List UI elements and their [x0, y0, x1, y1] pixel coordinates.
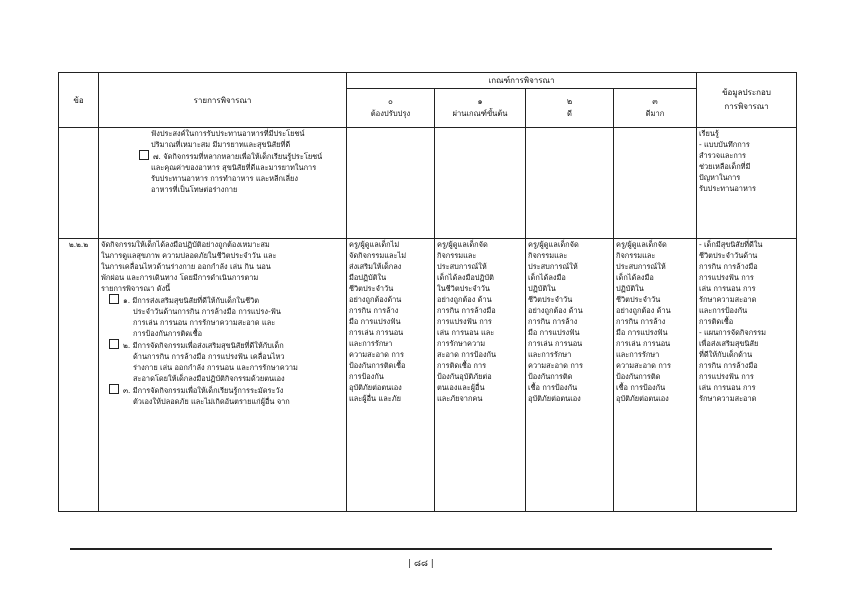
criteria-line: เชื้อ การป้องกัน [616, 383, 666, 392]
item-line: การเล่น การนอน การรักษาความสะอาด และ [133, 318, 276, 327]
criteria-line: ป้องกันการติดเชื้อ [349, 361, 406, 370]
item-line: ด้านการกิน การล้างมือ การแปรงฟัน เคลื่อนไหว [133, 352, 285, 361]
item-line: ประจำวันด้านการกิน การล้างมือ การแปรง-ฟัน [133, 307, 281, 316]
row1-level2-cell [526, 128, 614, 239]
criteria-line: ชีวิตประจำวัน [349, 284, 394, 293]
checklist-item [101, 384, 344, 396]
checkbox[interactable] [109, 339, 119, 349]
criteria-line: อย่างถูกต้อง ด้าน [616, 306, 671, 315]
info-line: การติดเชื้อ [699, 317, 734, 326]
item-line: ร่างกาย เล่น ออกกำลัง การนอน และการรักษาความ [133, 363, 298, 372]
row1-level1-cell [435, 128, 526, 239]
checklist-item [101, 339, 344, 351]
level-label: ดีมาก [645, 109, 665, 118]
level-number: ๒ [566, 97, 573, 106]
item-line: ในการเคลื่อนไหวด้านร่างกาย ออกกำลัง เล่น กิน นอน [101, 262, 271, 271]
level-3-header [614, 89, 697, 128]
criteria-line: การเล่น การนอน [349, 328, 404, 337]
item-line: จัดกิจกรรมให้เด็กได้ลงมือปฏิบัติอย่างถูกต้องเหมาะสม [101, 240, 270, 249]
info-line: เล่น การนอน การ [699, 383, 756, 392]
criteria-line: ครู/ผู้ดูแลเด็กจัด [437, 240, 488, 249]
criteria-line: อุบัติภัยต่อตนเอง [528, 394, 581, 403]
criteria-line: ปฏิบัติใน [616, 284, 644, 293]
level-number: ๓ [652, 97, 658, 106]
info-line: รับประทานอาหาร [699, 184, 756, 193]
criteria-line: ความสะอาด การ [528, 361, 583, 370]
item-line: ในการดูแลสุขภาพ ความปลอดภัยในชีวิตประจำวัน และ [101, 251, 277, 260]
criteria-line: เชื้อ การป้องกัน [528, 383, 578, 392]
criteria-line: ในชีวิตประจำวัน [437, 284, 490, 293]
criteria-line: การกิน การล้างมือ [437, 306, 496, 315]
criteria-line: การกิน การล้าง [616, 317, 666, 326]
criteria-line: ประสบการณ์ให้ [528, 262, 578, 271]
criteria-line: และการรักษา [528, 350, 572, 359]
criteria-table [58, 72, 797, 512]
item-line: ๓. มีการจัดกิจกรรมเพื่อให้เด็กเรียนรู้การระมัดระวัง [123, 386, 284, 395]
info-line: การแปรงฟัน การ [699, 372, 754, 381]
criteria-line: ครู/ผู้ดูแลเด็กจัด [528, 240, 579, 249]
header-info-line: การพิจารณา [724, 102, 769, 111]
criteria-line: ป้องกันอุบัติภัยต่อ [437, 372, 492, 381]
criteria-line: ป้องกันการติด [528, 372, 573, 381]
item-line: และคุณค่าของอาหาร สุขนิสัยที่ดีและมารยาทในการ [151, 163, 317, 172]
info-line: สำรวจและการ [699, 151, 746, 160]
criteria-line: กิจกรรมและ [437, 251, 477, 260]
level-number: ๑ [477, 97, 483, 106]
criteria-line: กิจกรรมและ [528, 251, 568, 260]
criteria-line: เด็กได้ลงมือปฏิบัติ [437, 273, 494, 282]
info-line: การกิน การล้างมือ [699, 262, 758, 271]
criteria-line: มือ การแปรงฟัน [349, 317, 401, 326]
criteria-line: ประสบการณ์ให้ [437, 262, 487, 271]
criteria-line: สะอาด การป้องกัน [437, 350, 497, 359]
level-2-header [526, 89, 614, 128]
row1-no-cell [59, 128, 99, 239]
criteria-line: จัดกิจกรรมและไม่ [349, 251, 407, 260]
criteria-line: ครู/ผู้ดูแลเด็กจัด [616, 240, 667, 249]
info-line: เพื่อส่งเสริมสุขนิสัย [699, 339, 759, 348]
criteria-line: การเล่น การนอน [616, 339, 671, 348]
row2-item-cell [99, 239, 347, 512]
criteria-line: การแปรงฟัน การ [437, 317, 492, 326]
info-line: และการป้องกัน [699, 306, 748, 315]
level-1-header [435, 89, 526, 128]
criteria-line: มือ การแปรงฟัน [528, 328, 580, 337]
item-line: ปริมาณที่เหมาะสม มีมารยาทและสุขนิสัยที่ดี [151, 140, 291, 149]
criteria-line: การป้องกัน [349, 372, 384, 381]
info-line: - เด็กมีสุขนิสัยที่ดีใน [699, 240, 763, 249]
criteria-line: ชีวิตประจำวัน [616, 295, 661, 304]
level-number: ๐ [388, 97, 393, 106]
table-row [59, 239, 797, 512]
row2-info-cell [697, 239, 797, 512]
criteria-line: ความสะอาด การ [349, 350, 404, 359]
header-item: รายการพิจารณา [99, 73, 347, 128]
checklist-item [101, 150, 344, 162]
row1-item-cell [99, 128, 347, 239]
info-line: รักษาความสะอาด [699, 394, 757, 403]
checkbox[interactable] [109, 294, 119, 304]
header-info-line: ข้อมูลประกอบ [722, 88, 771, 97]
item-line: ๗. จัดกิจกรรมที่หลากหลายเพื่อให้เด็กเรียนรู้ประโยชน์ [153, 152, 323, 161]
info-line: ช่วยเหลือเด็กที่มี [699, 162, 751, 171]
table-row [59, 128, 797, 239]
criteria-line: เด็กได้ลงมือ [616, 273, 654, 282]
item-line: การป้องกันการติดเชื้อ [133, 329, 203, 338]
row1-level3-cell [614, 128, 697, 239]
info-line: การแปรงฟัน การ [699, 273, 754, 282]
criteria-line: การกิน การล้าง [528, 317, 578, 326]
criteria-table-sheet [58, 72, 796, 510]
item-line: ตัวเองให้ปลอดภัย และไม่เกิดอันตรายแก่ผู้อื่น จาก [133, 397, 290, 406]
level-label: ผ่านเกณฑ์ขั้นต้น [452, 109, 508, 118]
criteria-line: และการรักษา [616, 350, 660, 359]
row2-level1-cell [435, 239, 526, 512]
info-line: การกิน การล้างมือ [699, 361, 758, 370]
info-line: ปัญหาในการ [699, 173, 741, 182]
row2-level2-cell [526, 239, 614, 512]
criteria-line: อย่างถูกต้องด้าน [349, 295, 402, 304]
criteria-line: อย่างถูกต้อง ด้าน [528, 306, 583, 315]
info-line: ชีวิตประจำวันด้าน [699, 251, 758, 260]
criteria-line: ป้องกันการติด [616, 372, 661, 381]
item-line: อาหารที่เป็นโทษต่อร่างกาย [151, 185, 238, 194]
criteria-line: อุบัติภัยต่อตนเอง [349, 383, 402, 392]
criteria-line: ครู/ผู้ดูแลเด็กไม่ [349, 240, 400, 249]
item-line: รับประทานอาหาร การทำอาหาร และหลีกเลี่ยง [151, 174, 298, 183]
criteria-line: ตนเองและผู้อื่น [437, 383, 485, 392]
criteria-line: มือ การแปรงฟัน [616, 328, 668, 337]
criteria-line: กิจกรรมและ [616, 251, 656, 260]
info-line: เล่น การนอน การ [699, 284, 756, 293]
level-label: ดี [567, 109, 572, 118]
level-0-header [347, 89, 435, 128]
row2-level0-cell [347, 239, 435, 512]
info-line: เรียนรู้ [699, 129, 719, 138]
item-line: ฟังประสงค์ในการรับประทานอาหารที่มีประโยชน์ [151, 129, 305, 138]
criteria-line: ปฏิบัติใน [528, 284, 556, 293]
criteria-line: ประสบการณ์ให้ [616, 262, 666, 271]
item-line: รายการพิจารณา ดังนี้ [101, 284, 171, 293]
criteria-line: และผู้อื่น และภัย [349, 394, 401, 403]
criteria-line: เด็กได้ลงมือ [528, 273, 566, 282]
header-no: ข้อ [59, 73, 99, 128]
criteria-line: ความสะอาด การ [616, 361, 671, 370]
criteria-line: และภัยจากคน [437, 394, 483, 403]
header-criteria: เกณฑ์การพิจารณา [347, 73, 697, 89]
row1-info-cell [697, 128, 797, 239]
criteria-line: อย่างถูกต้อง ด้าน [437, 295, 492, 304]
page-number: | ๘๘ | [408, 559, 434, 569]
row1-level0-cell [347, 128, 435, 239]
criteria-line: เล่น การนอน และ [437, 328, 495, 337]
criteria-line: การเล่น การนอน [528, 339, 583, 348]
checkbox[interactable] [109, 384, 119, 394]
criteria-line: ส่งเสริมให้เด็กลง [349, 262, 402, 271]
item-line: สะอาดโดยให้เด็กลงมือปฏิบัติกิจกรรมด้วยตนเอง [133, 374, 285, 383]
item-line: ๒. มีการจัดกิจกรรมเพื่อส่งเสริมสุขนิสัยที่ดีให้กับเด็ก [123, 341, 284, 350]
criteria-line: และการรักษา [349, 339, 393, 348]
header-info [697, 73, 797, 128]
criteria-line: ชีวิตประจำวัน [528, 295, 573, 304]
criteria-line: อุบัติภัยต่อตนเอง [616, 394, 669, 403]
info-line: ที่ดีให้กับเด็กด้าน [699, 350, 753, 359]
item-line: ๑. มีการส่งเสริมสุขนิสัยที่ดีให้กับเด็กในชีวิต [123, 296, 260, 305]
row2-no-cell: ๒.๒.๒ [59, 239, 99, 512]
checklist-item [101, 294, 344, 306]
info-line: - แบบบันทึกการ [699, 140, 750, 149]
criteria-line: มือปฏิบัติใน [349, 273, 387, 282]
criteria-line: การกิน การล้าง [349, 306, 399, 315]
info-line: รักษาความสะอาด [699, 295, 757, 304]
checkbox[interactable] [139, 150, 149, 160]
row2-level3-cell [614, 239, 697, 512]
item-line: พักผ่อน และการเดินทาง โดยมีการดำเนินการตาม [101, 273, 259, 282]
footer-divider [70, 548, 772, 550]
criteria-line: การรักษาความ [437, 339, 486, 348]
level-label: ต้องปรับปรุง [370, 109, 411, 118]
criteria-line: การติดเชื้อ การ [437, 361, 487, 370]
info-line: - แผนการจัดกิจกรรม [699, 328, 766, 337]
